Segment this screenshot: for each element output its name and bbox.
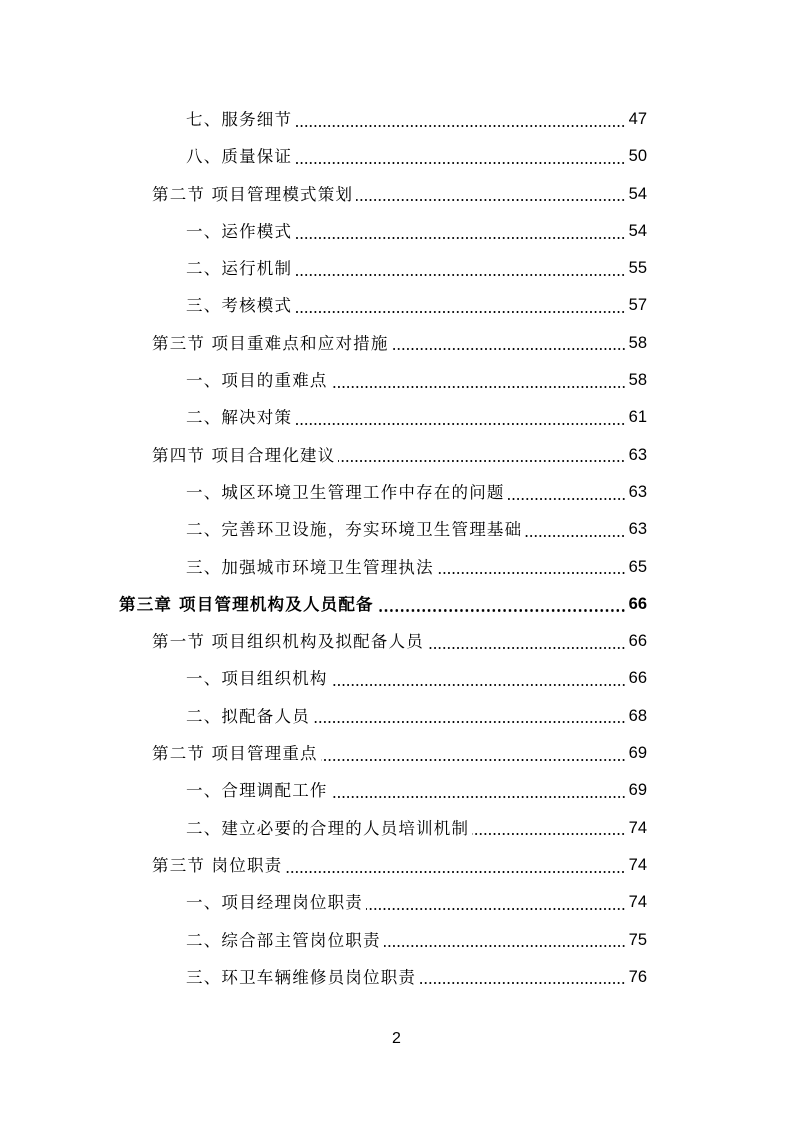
toc-entry-item[interactable] — [0, 250, 793, 287]
toc-entry-line — [186, 101, 647, 138]
toc-entry-line — [152, 847, 647, 884]
toc-entry-line — [152, 325, 647, 362]
toc-entry-page: 63 — [628, 520, 647, 539]
toc-entry-line — [186, 698, 647, 735]
toc-entry-page: 54 — [628, 221, 647, 240]
toc-entry-line — [152, 623, 647, 660]
toc-entry-line — [152, 437, 647, 474]
toc-entry-title: 八、质量保证 — [186, 138, 295, 175]
toc-entry-line — [186, 399, 647, 436]
toc-entry-title: 第四节 项目合理化建议 — [152, 437, 338, 474]
toc-entry-item[interactable] — [0, 660, 793, 697]
toc-dot-leader — [419, 982, 626, 984]
toc-entry-title: 二、解决对策 — [186, 399, 295, 436]
toc-entry-page: 75 — [628, 930, 647, 949]
toc-dot-leader — [525, 535, 625, 537]
toc-dot-leader — [295, 311, 625, 313]
toc-entry-line — [186, 250, 647, 287]
toc-entry-item[interactable] — [0, 287, 793, 324]
toc-entry-title: 一、城区环境卫生管理工作中存在的问题 — [186, 474, 508, 511]
toc-entry-page: 74 — [628, 893, 647, 912]
toc-entry-item[interactable] — [0, 810, 793, 847]
toc-entry-page: 66 — [628, 594, 647, 613]
toc-entry-page: 58 — [628, 371, 647, 390]
toc-entry-page: 47 — [628, 110, 647, 128]
toc-dot-leader — [295, 423, 625, 425]
toc-entry-page: 61 — [628, 408, 647, 427]
toc-entry-item[interactable] — [0, 549, 793, 586]
toc-entry-page: 74 — [628, 855, 647, 874]
toc-entry-line — [186, 922, 647, 959]
toc-entry-page: 74 — [628, 818, 647, 837]
toc-entry-chapter[interactable] — [0, 586, 793, 623]
toc-dot-leader — [285, 871, 625, 873]
toc-entry-title: 二、综合部主管岗位职责 — [186, 922, 384, 959]
toc-entry-section[interactable] — [0, 325, 793, 362]
toc-entry-line — [152, 735, 647, 772]
toc-entry-line — [186, 884, 647, 921]
toc-entry-title: 三、考核模式 — [186, 287, 295, 324]
toc-entry-title: 第三节 项目重难点和应对措施 — [152, 325, 392, 362]
toc-entry-page: 54 — [628, 184, 647, 203]
toc-entry-page: 50 — [628, 147, 647, 166]
toc-entry-title: 一、项目经理岗位职责 — [186, 884, 366, 921]
toc-entry-title: 第一节 项目组织机构及拟配备人员 — [152, 623, 427, 660]
toc-entry-page: 69 — [628, 744, 647, 763]
toc-entry-page: 63 — [628, 445, 647, 464]
toc-dot-leader — [427, 647, 626, 649]
toc-entry-line — [186, 213, 647, 250]
toc-entry-item[interactable] — [0, 698, 793, 735]
toc-entry-section[interactable] — [0, 623, 793, 660]
toc-entry-line — [186, 287, 647, 324]
table-of-contents — [0, 101, 793, 996]
toc-entry-title: 二、拟配备人员 — [186, 698, 313, 735]
toc-dot-leader — [472, 833, 625, 835]
toc-entry-item[interactable] — [0, 213, 793, 250]
toc-entry-title: 第三节 岗位职责 — [152, 847, 285, 884]
toc-dot-leader — [366, 908, 626, 910]
toc-entry-item[interactable] — [0, 772, 793, 809]
toc-entry-item[interactable] — [0, 362, 793, 399]
toc-dot-leader — [331, 684, 626, 686]
toc-entry-title: 第三章 项目管理机构及人员配备 — [119, 586, 377, 623]
toc-entry-line — [119, 586, 647, 623]
toc-entry-line — [186, 511, 647, 548]
toc-entry-line — [152, 176, 647, 213]
toc-entry-item[interactable] — [0, 884, 793, 921]
toc-entry-title: 二、运行机制 — [186, 250, 295, 287]
toc-dot-leader — [295, 125, 625, 127]
toc-entry-item[interactable] — [0, 959, 793, 996]
toc-entry-title: 一、运作模式 — [186, 213, 295, 250]
toc-entry-page: 58 — [628, 333, 647, 352]
toc-dot-leader — [331, 386, 626, 388]
toc-entry-line — [186, 810, 647, 847]
toc-dot-leader — [295, 237, 625, 239]
toc-dot-leader — [313, 721, 626, 723]
page-number: 2 — [392, 1030, 401, 1047]
toc-dot-leader — [321, 759, 626, 761]
toc-entry-line — [186, 549, 647, 586]
toc-entry-page: 55 — [628, 259, 647, 278]
toc-entry-title: 三、加强城市环境卫生管理执法 — [186, 549, 437, 586]
toc-entry-title: 三、环卫车辆维修员岗位职责 — [186, 959, 419, 996]
toc-dot-leader — [295, 162, 625, 164]
toc-entry-title: 二、建立必要的合理的人员培训机制 — [186, 810, 472, 847]
toc-dot-leader — [437, 572, 626, 574]
toc-entry-item[interactable] — [0, 511, 793, 548]
toc-dot-leader — [331, 796, 626, 798]
toc-entry-page: 68 — [628, 706, 647, 725]
toc-entry-line — [186, 660, 647, 697]
toc-entry-section[interactable] — [0, 437, 793, 474]
toc-entry-page: 66 — [628, 632, 647, 651]
toc-dot-leader — [384, 945, 626, 947]
toc-dot-leader — [377, 609, 626, 612]
toc-entry-line — [186, 959, 647, 996]
toc-entry-item[interactable] — [0, 922, 793, 959]
toc-entry-page: 76 — [628, 967, 647, 986]
toc-entry-line — [186, 474, 647, 511]
toc-entry-title: 一、合理调配工作 — [186, 772, 331, 809]
toc-entry-item[interactable] — [0, 474, 793, 511]
toc-entry-title: 七、服务细节 — [186, 101, 295, 138]
toc-entry-title: 一、项目的重难点 — [186, 362, 331, 399]
toc-entry-title: 一、项目组织机构 — [186, 660, 331, 697]
toc-entry-section[interactable] — [0, 176, 793, 213]
toc-dot-leader — [508, 498, 626, 500]
toc-entry-page: 57 — [628, 296, 647, 315]
toc-entry-page: 65 — [628, 557, 647, 576]
toc-dot-leader — [356, 199, 625, 201]
toc-entry-section[interactable] — [0, 847, 793, 884]
toc-entry-item[interactable] — [0, 399, 793, 436]
toc-entry-title: 二、完善环卫设施，夯实环境卫生管理基础 — [186, 511, 525, 548]
toc-entry-title: 第二节 项目管理模式策划 — [152, 176, 356, 213]
toc-entry-line — [186, 362, 647, 399]
toc-entry-title: 第二节 项目管理重点 — [152, 735, 321, 772]
toc-dot-leader — [338, 460, 625, 462]
toc-entry-line — [186, 772, 647, 809]
toc-entry-section[interactable] — [0, 735, 793, 772]
toc-entry-item[interactable] — [0, 138, 793, 175]
toc-dot-leader — [392, 348, 626, 350]
toc-entry-page: 63 — [628, 482, 647, 501]
toc-entry-item[interactable] — [0, 101, 793, 138]
toc-entry-page: 69 — [628, 781, 647, 800]
toc-entry-page: 66 — [628, 669, 647, 688]
toc-dot-leader — [295, 274, 625, 276]
toc-entry-line — [186, 138, 647, 175]
